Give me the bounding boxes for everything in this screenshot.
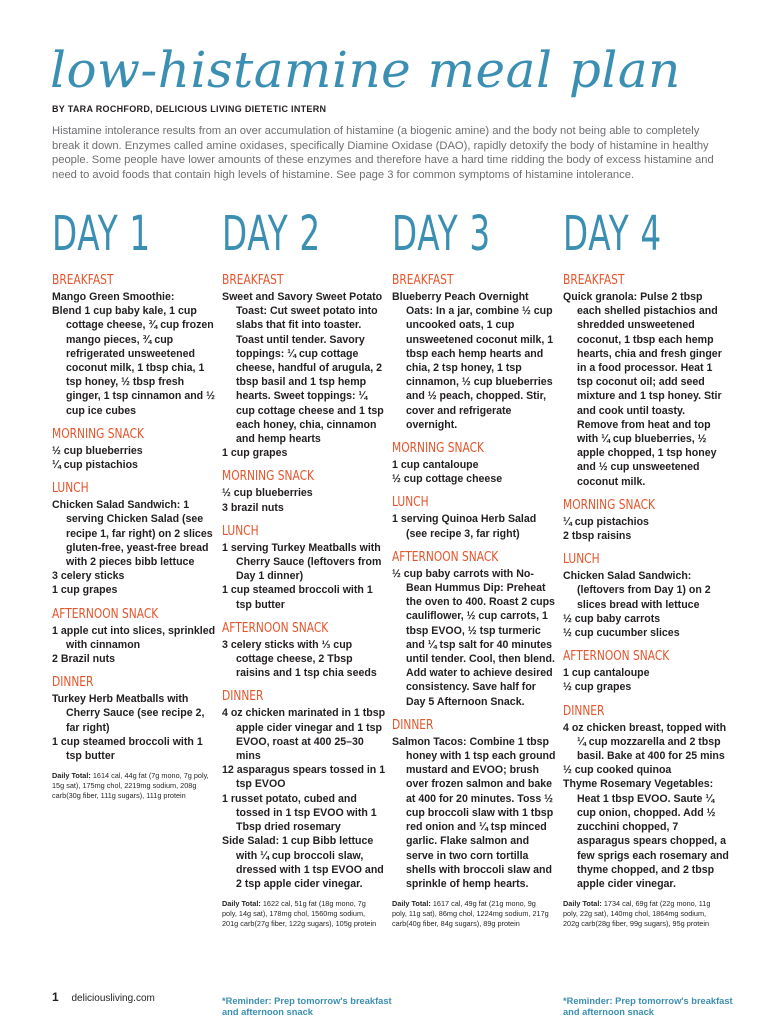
meal-item: 1 cup cantaloupe	[563, 667, 650, 680]
meal-item: 12 asparagus spears tossed in 1 tsp EVOO	[222, 764, 386, 791]
meal-heading: AFTERNOON SNACK	[222, 620, 329, 636]
meal-item: 1 serving Turkey Meatballs with Cherry Sauce (leftovers from Day 1 dinner)	[222, 541, 382, 583]
daily-total-label: Daily Total:	[392, 899, 431, 909]
meal-item: Side Salad: 1 cup Bibb lettuce with ¼ cup broccoli slaw, dressed with 1 tsp EVOO and 2 tsp apple cider vinegar.	[222, 835, 384, 890]
meal-item: 1 apple cut into slices, sprinkled with cinnamon	[52, 624, 216, 651]
daily-total-value: 1734 cal, 69g fat (22g mono, 11g poly, 22g sat), 140mg chol, 1864mg sodium, 202g carb(28g fiber, 99g sugars), 95g protein	[563, 899, 711, 929]
meal-item: ¼ cup pistachios	[52, 459, 138, 472]
meal-item: 1 cup cantaloupe	[392, 459, 479, 472]
meal-heading: MORNING SNACK	[563, 497, 656, 513]
meal-item: 1 cup grapes	[52, 584, 118, 597]
meal-heading: AFTERNOON SNACK	[52, 606, 159, 622]
meal-item: 3 brazil nuts	[222, 501, 284, 514]
meal-item: Blend 1 cup baby kale, 1 cup cottage cheese, ¾ cup frozen mango pieces, ¾ cup refrigerated unsweetened coconut milk, 1 tbsp chia, 1 tsp honey, ½ tbsp fresh ginger, 1 tsp cinnamon and ½ cup ice cubes	[52, 305, 215, 417]
meal-section	[392, 494, 558, 540]
meal-item: Turkey Herb Meatballs with Cherry Sauce (see recipe 2, far right)	[52, 693, 205, 734]
page-footer	[52, 990, 155, 1004]
daily-total-value: 1614 cal, 44g fat (7g mono, 7g poly, 15g sat), 175mg chol, 2219mg sodium, 208g carb(30g fiber, 111g sugars), 111g protein	[52, 771, 209, 801]
meal-item: ½ cup baby carrots	[563, 612, 661, 625]
meal-item: ½ cup cottage cheese	[392, 473, 503, 486]
meal-item: Chicken Salad Sandwich: (leftovers from Day 1) on 2 slices bread with lettuce	[563, 570, 711, 611]
daily-total-value: 1617 cal, 49g fat (21g mono, 9g poly, 11g sat), 86mg chol, 1224mg sodium, 217g carb(40g fiber, 84g sugars), 89g protein	[392, 899, 549, 929]
meal-item: ½ cup blueberries	[52, 444, 143, 457]
meal-heading: BREAKFAST	[392, 273, 454, 288]
meal-item: Blueberry Peach Overnight Oats: In a jar, combine ½ cup uncooked oats, 1 cup unsweetened coconut milk, 1 tbsp each hemp hearts and chia, 2 tsp honey, 1 tsp cinnamon, ½ cup blueberries and ½ peach, chopped. Stir, cover and refrigerate overnight.	[392, 291, 554, 431]
byline: BY TARA ROCHFORD, DELICIOUS LIVING DIETETIC INTERN	[52, 104, 327, 114]
meal-heading: BREAKFAST	[52, 273, 114, 288]
meal-heading: DINNER	[52, 675, 94, 691]
meal-heading: AFTERNOON SNACK	[392, 549, 499, 565]
meal-heading: DINNER	[222, 689, 264, 705]
meal-item: Mango Green Smoothie:	[52, 291, 175, 303]
daily-total-label: Daily Total:	[222, 899, 261, 909]
meal-item: 3 celery sticks	[52, 570, 125, 583]
daily-total-label: Daily Total:	[52, 771, 91, 781]
meal-heading: LUNCH	[563, 552, 600, 568]
meal-heading: BREAKFAST	[563, 273, 625, 288]
meal-section	[52, 606, 218, 667]
daily-total	[222, 899, 380, 929]
meal-section	[222, 272, 388, 460]
meal-item: ½ cup grapes	[563, 681, 632, 694]
meal-item: 1 cup steamed broccoli with 1 tsp butter	[222, 584, 373, 611]
meal-heading: MORNING SNACK	[52, 426, 145, 442]
meal-item: Chicken Salad Sandwich: 1 serving Chicken Salad (see recipe 1, far right) on 2 slices gluten-free, yeast-free bread with 2 pieces bibb lettuce	[52, 499, 213, 569]
day-column	[222, 206, 388, 929]
daily-total	[392, 899, 550, 929]
day-title: DAY 3	[392, 206, 491, 262]
daily-total-value: 1622 cal, 51g fat (18g mono, 7g poly, 14g sat), 178mg chol, 1560mg sodium, 201g carb(27g fiber, 122g sugars), 105g protein	[222, 899, 377, 929]
meal-item: 1 russet potato, cubed and tossed in 1 tsp EVOO with 1 Tbsp dried rosemary	[222, 792, 377, 834]
meal-section	[222, 523, 388, 612]
meal-section	[392, 272, 558, 432]
page-title: low-histamine meal plan	[50, 41, 681, 99]
meal-item: 2 tbsp raisins	[563, 530, 632, 543]
meal-heading: BREAKFAST	[222, 273, 284, 288]
meal-item: Salmon Tacos: Combine 1 tbsp honey with 1 tsp each ground mustard and EVOO; brush over frozen salmon and bake at 400 for 20 minutes. Toss ½ cup broccoli slaw with 1 tbsp red onion and ¼ tsp minced garlic. Flake salmon and serve in two corn tortilla shells with broccoli slaw and sprinkle of hemp hearts.	[392, 735, 556, 890]
meal-section	[563, 497, 729, 543]
day-column	[563, 206, 729, 929]
meal-item: 1 cup steamed broccoli with 1 tsp butter	[52, 735, 203, 763]
meal-section	[392, 717, 558, 891]
meal-item: ½ cup blueberries	[222, 487, 313, 500]
meal-item: 1 cup grapes	[222, 447, 288, 460]
meal-section	[563, 272, 729, 489]
prep-reminder: *Reminder: Prep tomorrow's breakfast and afternoon snack	[563, 996, 733, 1017]
intro-paragraph: Histamine intolerance results from an over accumulation of histamine (a biogenic amine) and the body not being able to completely break it down. Enzymes called amine oxidases, specifically Diamine Oxidase (DAO), rapidly detoxify the body of histamine in healthy people. Some people have lower amounts of these enzymes and therefore have a hard time ridding the body of excess histamine and need to avoid foods that contain high levels of histamine. See page 3 for common symptoms of histamine intolerance.	[52, 125, 714, 181]
prep-reminder: *Reminder: Prep tomorrow's breakfast and afternoon snack	[222, 996, 392, 1017]
daily-total	[563, 899, 721, 929]
meal-section	[52, 426, 218, 472]
meal-item: 4 oz chicken marinated in 1 tbsp apple cider vinegar and 1 tsp EVOO, roast at 400 25–30 mins	[222, 707, 386, 763]
meal-item: ½ cup cooked quinoa	[563, 764, 672, 777]
meal-section	[392, 440, 558, 486]
meal-section	[222, 468, 388, 514]
site-link[interactable]: deliciousliving.com	[71, 993, 155, 1004]
meal-item: 1 serving Quinoa Herb Salad (see recipe 3, far right)	[392, 513, 537, 540]
meal-heading: LUNCH	[52, 481, 89, 497]
meal-item: ½ cup baby carrots with No-Bean Hummus Dip: Preheat the oven to 400. Roast 2 cups cauliflower, ½ cup carrots, 1 tbsp EVOO, ½ tsp turmeric and ¼ tsp salt for 40 minutes until tender. Cool, then blend. Add water to achieve desired consistency. Save half for Day 5 Afternoon Snack.	[392, 567, 555, 708]
daily-total	[52, 771, 210, 801]
day-column	[52, 206, 218, 801]
meal-heading: LUNCH	[392, 495, 429, 511]
meal-heading: DINNER	[392, 717, 434, 733]
day-column	[392, 206, 558, 929]
meal-section	[563, 551, 729, 640]
meal-item: 2 Brazil nuts	[52, 653, 115, 666]
meal-heading: MORNING SNACK	[222, 469, 315, 485]
meal-heading: DINNER	[563, 703, 605, 719]
day-title: DAY 2	[222, 206, 321, 262]
meal-heading: LUNCH	[222, 523, 259, 539]
meal-section	[222, 620, 388, 681]
meal-heading: AFTERNOON SNACK	[563, 649, 670, 665]
meal-item: ½ cup cucumber slices	[563, 627, 680, 640]
meal-section	[563, 648, 729, 694]
page-number: 1	[52, 990, 59, 1004]
meal-section	[563, 703, 729, 891]
meal-heading: MORNING SNACK	[392, 441, 485, 457]
day-title: DAY 4	[563, 206, 662, 262]
daily-total-label: Daily Total:	[563, 899, 602, 909]
meal-section	[222, 688, 388, 891]
day-title: DAY 1	[52, 206, 151, 262]
meal-item: 4 oz chicken breast, topped with ¼ cup mozzarella and 2 tbsp basil. Bake at 400 for 25 mins	[563, 721, 727, 763]
meal-item: Thyme Rosemary Vegetables: Heat 1 tbsp EVOO. Saute ¼ cup onion, chopped. Add ½ zucchini chopped, 7 asparagus spears chopped, a few sprigs each rosemary and thyme chopped, and 2 tbsp apple cider vinegar.	[563, 778, 729, 890]
meal-section	[52, 272, 218, 418]
meal-item: Quick granola: Pulse 2 tbsp each shelled pistachios and shredded unsweetened coconut, 1 tbsp each hemp hearts, chia and fresh ginger in a food processor. Heat 1 tsp coconut oil; add seed mixture and 1 tsp honey. Stir and cook until toasty. Remove from heat and top with ¼ cup blueberries, ½ apple chopped, 1 tsp honey and ½ cup unsweetened coconut milk.	[563, 291, 722, 488]
meal-item: ¼ cup pistachios	[563, 515, 649, 528]
meal-item: Sweet and Savory Sweet Potato Toast: Cut sweet potato into slabs that fit into toaster. Toast until tender. Savory toppings: ¼ cup cottage cheese, handful of arugula, 2 tbsp basil and 1 tsp hemp hearts. Sweet toppings: ¼ cup cottage cheese and 1 tsp each honey, chia, cinnamon and hemp hearts	[222, 291, 384, 446]
meal-item: 3 celery sticks with ⅓ cup cottage cheese, 2 Tbsp raisins and 1 tsp chia seeds	[222, 638, 377, 680]
meal-section	[392, 549, 558, 709]
meal-section	[52, 480, 218, 597]
meal-section	[52, 674, 218, 763]
